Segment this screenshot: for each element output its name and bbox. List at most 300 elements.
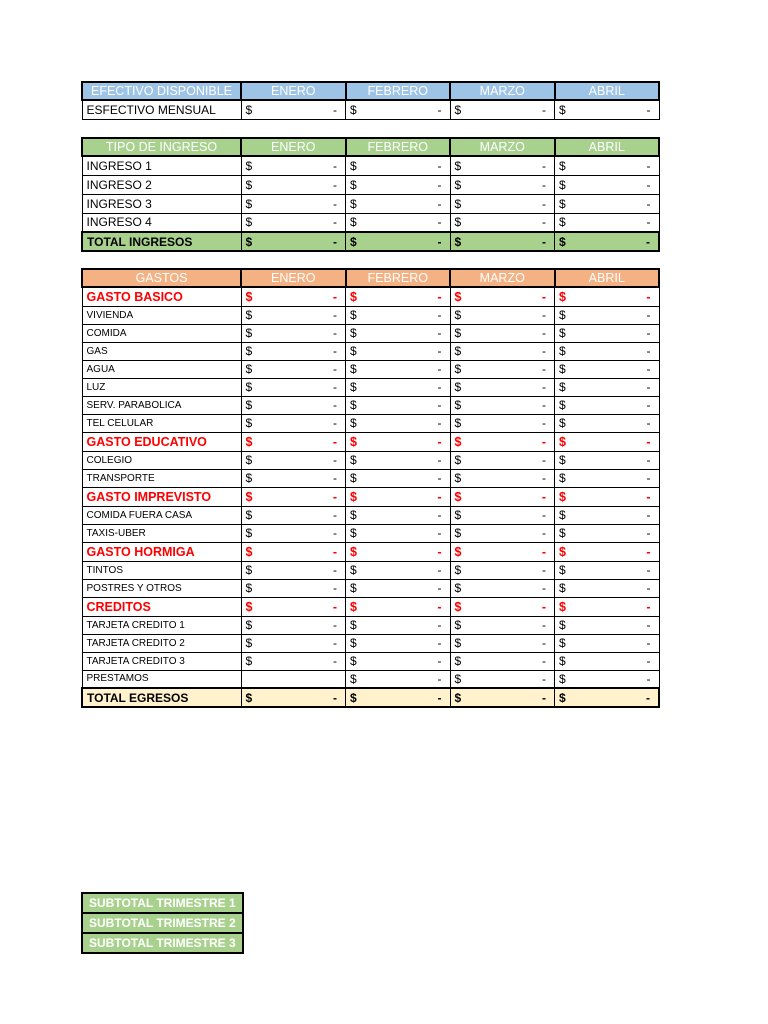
amount-cell[interactable]: [555, 597, 660, 616]
row-label[interactable]: TRANSPORTE: [82, 469, 241, 487]
amount-cell[interactable]: [241, 670, 346, 688]
amount-value: -: [333, 690, 337, 705]
amount-cell[interactable]: [555, 524, 660, 542]
currency-symbol: $: [350, 526, 357, 540]
row-label[interactable]: COMIDA: [82, 324, 241, 342]
amount-cell[interactable]: [346, 524, 451, 542]
amount-cell[interactable]: [555, 100, 660, 119]
amount-cell[interactable]: [450, 542, 555, 561]
month-header: MARZO: [450, 138, 555, 156]
currency-symbol: $: [245, 581, 253, 595]
currency-symbol: $: [245, 289, 253, 304]
row-label[interactable]: INGRESO 4: [82, 213, 241, 232]
month-header: FEBRERO: [346, 138, 451, 156]
month-header: FEBRERO: [346, 82, 451, 100]
amount-cell[interactable]: [555, 634, 660, 652]
row-label[interactable]: ESFECTIVO MENSUAL: [82, 100, 241, 119]
currency-symbol: $: [350, 158, 357, 173]
amount-cell[interactable]: [346, 432, 451, 451]
amount-cell[interactable]: [241, 378, 346, 396]
row-label[interactable]: TEL CELULAR: [82, 414, 241, 432]
amount-cell[interactable]: [450, 688, 555, 707]
amount-value: -: [437, 489, 442, 504]
amount-cell[interactable]: [241, 561, 346, 579]
currency-symbol: $: [350, 654, 357, 668]
amount-cell[interactable]: [241, 156, 346, 175]
amount-value: -: [437, 234, 442, 249]
amount-value: -: [646, 690, 650, 705]
amount-cell[interactable]: [450, 506, 555, 524]
currency-symbol: $: [454, 177, 462, 192]
currency-symbol: $: [245, 690, 253, 705]
amount-value: -: [542, 326, 546, 340]
amount-value: -: [437, 563, 442, 577]
amount-cell[interactable]: [346, 414, 451, 432]
table-row: [82, 100, 659, 119]
amount-cell[interactable]: [450, 561, 555, 579]
amount-cell[interactable]: [241, 688, 346, 707]
currency-symbol: $: [454, 690, 462, 705]
amount-value: -: [646, 196, 651, 211]
amount-cell[interactable]: [450, 306, 555, 324]
amount-value: -: [332, 489, 337, 504]
amount-cell[interactable]: [346, 597, 451, 616]
amount-value: -: [646, 326, 651, 340]
amount-value: -: [542, 398, 546, 412]
amount-cell[interactable]: [241, 634, 346, 652]
currency-symbol: $: [350, 599, 357, 614]
amount-cell[interactable]: [450, 634, 555, 652]
amount-value: -: [646, 158, 651, 173]
amount-cell[interactable]: [346, 342, 451, 360]
amount-cell[interactable]: [346, 469, 451, 487]
amount-cell[interactable]: [450, 487, 555, 506]
amount-cell[interactable]: [450, 579, 555, 597]
amount-cell[interactable]: [241, 616, 346, 634]
amount-cell[interactable]: [346, 579, 451, 597]
amount-value: -: [437, 618, 442, 632]
table-row: [82, 670, 659, 688]
amount-cell[interactable]: [241, 232, 346, 251]
amount-cell[interactable]: [555, 652, 660, 670]
amount-value: -: [437, 215, 442, 230]
subtotal-row: [82, 933, 243, 953]
amount-value: -: [542, 563, 546, 577]
row-label[interactable]: LUZ: [82, 378, 241, 396]
table-row: [82, 156, 659, 175]
amount-value: -: [646, 526, 651, 540]
amount-cell[interactable]: [555, 342, 660, 360]
currency-symbol: $: [245, 563, 253, 577]
amount-cell[interactable]: [241, 597, 346, 616]
currency-symbol: $: [559, 581, 566, 595]
amount-cell[interactable]: [241, 213, 346, 232]
amount-cell[interactable]: [450, 451, 555, 469]
amount-cell[interactable]: [450, 342, 555, 360]
amount-value: -: [542, 344, 546, 358]
amount-value: -: [333, 508, 337, 522]
amount-cell[interactable]: [346, 232, 451, 251]
table-row: [82, 451, 659, 469]
amount-value: -: [542, 158, 546, 173]
amount-cell[interactable]: [555, 414, 660, 432]
currency-symbol: $: [350, 326, 357, 340]
amount-value: -: [542, 177, 546, 192]
currency-symbol: $: [454, 563, 462, 577]
table-row: [82, 175, 659, 194]
amount-cell[interactable]: [241, 469, 346, 487]
amount-cell[interactable]: [555, 175, 660, 194]
amount-cell[interactable]: [241, 579, 346, 597]
amount-cell[interactable]: [241, 342, 346, 360]
amount-value: -: [332, 289, 337, 304]
amount-cell[interactable]: [241, 487, 346, 506]
row-label[interactable]: GAS: [82, 342, 241, 360]
amount-cell[interactable]: [346, 451, 451, 469]
amount-value: -: [333, 177, 337, 192]
currency-symbol: $: [245, 234, 253, 249]
amount-cell[interactable]: [555, 396, 660, 414]
amount-cell[interactable]: [555, 688, 660, 707]
currency-symbol: $: [559, 618, 566, 632]
currency-symbol: $: [454, 544, 462, 559]
currency-symbol: $: [559, 416, 566, 430]
amount-value: -: [437, 308, 442, 322]
amount-value: -: [541, 289, 546, 304]
month-header: ABRIL: [555, 269, 660, 287]
amount-cell[interactable]: [241, 396, 346, 414]
amount-cell[interactable]: [450, 469, 555, 487]
amount-value: -: [646, 471, 651, 485]
amount-value: -: [646, 544, 651, 559]
amount-cell[interactable]: [450, 396, 555, 414]
table-row: [82, 342, 659, 360]
currency-symbol: $: [454, 234, 462, 249]
amount-cell[interactable]: [346, 156, 451, 175]
currency-symbol: $: [454, 380, 462, 394]
currency-symbol: $: [454, 362, 462, 376]
amount-cell[interactable]: [555, 506, 660, 524]
row-label[interactable]: TINTOS: [82, 561, 241, 579]
month-header: ABRIL: [555, 82, 660, 100]
amount-value: -: [542, 453, 546, 467]
amount-cell[interactable]: [241, 506, 346, 524]
currency-symbol: $: [245, 196, 253, 211]
amount-cell[interactable]: [555, 306, 660, 324]
row-label[interactable]: GASTO EDUCATIVO: [82, 432, 241, 451]
row-label[interactable]: VIVIENDA: [82, 306, 241, 324]
row-label[interactable]: PRESTAMOS: [82, 670, 241, 688]
currency-symbol: $: [245, 599, 253, 614]
amount-value: -: [437, 380, 442, 394]
amount-cell[interactable]: [555, 542, 660, 561]
row-label[interactable]: TARJETA CREDITO 3: [82, 652, 241, 670]
table-row: [82, 524, 659, 542]
efectivo-header-row: [82, 82, 659, 100]
subtotal-label[interactable]: SUBTOTAL TRIMESTRE 3: [82, 933, 243, 953]
amount-cell[interactable]: [555, 194, 660, 213]
month-header: FEBRERO: [346, 269, 451, 287]
amount-value: -: [646, 434, 651, 449]
amount-value: -: [332, 434, 337, 449]
currency-symbol: $: [454, 158, 462, 173]
currency-symbol: $: [350, 636, 357, 650]
amount-value: -: [437, 453, 442, 467]
row-label[interactable]: INGRESO 3: [82, 194, 241, 213]
currency-symbol: $: [454, 289, 462, 304]
amount-value: -: [646, 563, 651, 577]
subtotal-label[interactable]: SUBTOTAL TRIMESTRE 2: [82, 913, 243, 933]
currency-symbol: $: [245, 636, 253, 650]
amount-value: -: [542, 308, 546, 322]
table-row: [82, 414, 659, 432]
amount-cell[interactable]: [241, 306, 346, 324]
amount-cell[interactable]: [241, 360, 346, 378]
currency-symbol: $: [559, 344, 566, 358]
amount-cell[interactable]: [346, 378, 451, 396]
amount-value: -: [333, 618, 337, 632]
amount-cell[interactable]: [346, 287, 451, 306]
currency-symbol: $: [350, 380, 357, 394]
amount-value: -: [437, 196, 442, 211]
amount-cell[interactable]: [555, 378, 660, 396]
table-row: [82, 506, 659, 524]
currency-symbol: $: [245, 489, 253, 504]
amount-cell[interactable]: [346, 616, 451, 634]
month-header: MARZO: [450, 269, 555, 287]
currency-symbol: $: [245, 362, 253, 376]
amount-cell[interactable]: [241, 652, 346, 670]
row-label[interactable]: SERV. PARABOLICA: [82, 396, 241, 414]
amount-cell[interactable]: [450, 670, 555, 688]
amount-cell[interactable]: [450, 378, 555, 396]
amount-value: -: [646, 362, 651, 376]
amount-cell[interactable]: [450, 156, 555, 175]
amount-cell[interactable]: [450, 213, 555, 232]
amount-value: -: [646, 380, 651, 394]
amount-value: -: [437, 671, 442, 686]
gastos-header: [82, 269, 659, 287]
amount-value: -: [333, 654, 337, 668]
amount-value: -: [542, 234, 546, 249]
amount-value: -: [437, 344, 442, 358]
amount-cell[interactable]: [241, 175, 346, 194]
amount-cell[interactable]: [450, 324, 555, 342]
amount-value: -: [542, 416, 546, 430]
amount-cell[interactable]: [555, 432, 660, 451]
amount-cell[interactable]: [555, 324, 660, 342]
currency-symbol: $: [350, 471, 357, 485]
amount-cell[interactable]: [555, 579, 660, 597]
amount-cell[interactable]: [241, 432, 346, 451]
amount-cell[interactable]: [241, 542, 346, 561]
amount-cell[interactable]: [450, 232, 555, 251]
subtotal-row: [82, 893, 243, 913]
amount-cell[interactable]: [450, 616, 555, 634]
amount-cell[interactable]: [450, 360, 555, 378]
currency-symbol: $: [245, 453, 253, 467]
amount-cell[interactable]: [346, 396, 451, 414]
amount-cell[interactable]: [555, 213, 660, 232]
amount-value: -: [333, 636, 337, 650]
amount-cell[interactable]: [450, 597, 555, 616]
amount-cell[interactable]: [346, 652, 451, 670]
amount-cell[interactable]: [346, 100, 451, 119]
amount-value: -: [333, 471, 337, 485]
currency-symbol: $: [559, 489, 566, 504]
amount-cell[interactable]: [450, 414, 555, 432]
amount-value: -: [646, 636, 651, 650]
amount-cell[interactable]: [450, 175, 555, 194]
amount-cell[interactable]: [346, 306, 451, 324]
amount-cell[interactable]: [346, 506, 451, 524]
amount-value: -: [437, 416, 442, 430]
amount-cell[interactable]: [555, 469, 660, 487]
month-header: ENERO: [241, 269, 346, 287]
currency-symbol: $: [245, 308, 253, 322]
table-row: [82, 469, 659, 487]
row-label[interactable]: INGRESO 1: [82, 156, 241, 175]
amount-value: -: [437, 581, 442, 595]
row-label[interactable]: GASTO IMPREVISTO: [82, 487, 241, 506]
row-label[interactable]: TOTAL INGRESOS: [82, 232, 241, 251]
amount-value: -: [542, 636, 546, 650]
amount-value: -: [542, 362, 546, 376]
currency-symbol: $: [559, 453, 566, 467]
amount-cell[interactable]: [346, 487, 451, 506]
amount-value: -: [646, 508, 651, 522]
row-label[interactable]: CREDITOS: [82, 597, 241, 616]
currency-symbol: $: [559, 308, 566, 322]
currency-symbol: $: [350, 581, 357, 595]
currency-symbol: $: [350, 215, 357, 230]
amount-cell[interactable]: [346, 175, 451, 194]
amount-cell[interactable]: [450, 432, 555, 451]
amount-cell[interactable]: [346, 670, 451, 688]
amount-cell[interactable]: [346, 634, 451, 652]
currency-symbol: $: [559, 434, 566, 449]
amount-value: -: [646, 416, 651, 430]
row-label[interactable]: TARJETA CREDITO 2: [82, 634, 241, 652]
currency-symbol: $: [350, 508, 357, 522]
amount-value: -: [542, 618, 546, 632]
amount-value: -: [333, 581, 337, 595]
row-label[interactable]: TAXIS-UBER: [82, 524, 241, 542]
amount-cell[interactable]: [241, 324, 346, 342]
currency-symbol: $: [350, 177, 357, 192]
amount-cell[interactable]: [555, 287, 660, 306]
row-label[interactable]: GASTO HORMIGA: [82, 542, 241, 561]
currency-symbol: $: [350, 196, 357, 211]
currency-symbol: $: [454, 326, 462, 340]
currency-symbol: $: [454, 215, 462, 230]
amount-cell[interactable]: [346, 688, 451, 707]
amount-value: -: [333, 158, 337, 173]
table-row: [82, 396, 659, 414]
row-label[interactable]: AGUA: [82, 360, 241, 378]
subtotal-label[interactable]: SUBTOTAL TRIMESTRE 1: [82, 893, 243, 913]
currency-symbol: $: [454, 599, 462, 614]
amount-cell[interactable]: [555, 360, 660, 378]
amount-cell[interactable]: [241, 194, 346, 213]
currency-symbol: $: [454, 434, 462, 449]
row-label[interactable]: COLEGIO: [82, 451, 241, 469]
amount-cell[interactable]: [346, 324, 451, 342]
amount-cell[interactable]: [555, 487, 660, 506]
subtotal-row: [82, 913, 243, 933]
ingresos-header-row: [82, 138, 659, 156]
efectivo-body: [82, 100, 659, 119]
amount-cell[interactable]: [555, 451, 660, 469]
amount-value: -: [542, 526, 546, 540]
currency-symbol: $: [454, 344, 462, 358]
amount-cell[interactable]: [555, 616, 660, 634]
currency-symbol: $: [559, 599, 566, 614]
amount-cell[interactable]: [346, 213, 451, 232]
subtotales-body: [82, 893, 243, 953]
currency-symbol: $: [350, 453, 357, 467]
amount-cell[interactable]: [555, 561, 660, 579]
currency-symbol: $: [350, 544, 357, 559]
gastos-table: [81, 268, 660, 708]
amount-value: -: [437, 326, 442, 340]
currency-symbol: $: [559, 158, 566, 173]
amount-cell[interactable]: [346, 561, 451, 579]
amount-cell[interactable]: [450, 100, 555, 119]
currency-symbol: $: [245, 215, 253, 230]
amount-cell[interactable]: [450, 287, 555, 306]
amount-cell[interactable]: [450, 524, 555, 542]
currency-symbol: $: [559, 508, 566, 522]
amount-cell[interactable]: [241, 524, 346, 542]
row-label[interactable]: TARJETA CREDITO 1: [82, 616, 241, 634]
amount-cell[interactable]: [450, 652, 555, 670]
amount-value: -: [437, 289, 442, 304]
row-label[interactable]: POSTRES Y OTROS: [82, 579, 241, 597]
amount-cell[interactable]: [346, 542, 451, 561]
currency-symbol: $: [454, 398, 462, 412]
row-label[interactable]: INGRESO 2: [82, 175, 241, 194]
currency-symbol: $: [559, 398, 566, 412]
amount-cell[interactable]: [241, 414, 346, 432]
gastos-body: [82, 287, 659, 707]
amount-value: -: [333, 344, 337, 358]
amount-cell[interactable]: [241, 287, 346, 306]
amount-value: -: [646, 398, 651, 412]
row-label[interactable]: COMIDA FUERA CASA: [82, 506, 241, 524]
row-label[interactable]: GASTO BASICO: [82, 287, 241, 306]
amount-cell[interactable]: [241, 451, 346, 469]
amount-cell[interactable]: [555, 670, 660, 688]
row-label[interactable]: TOTAL EGRESOS: [82, 688, 241, 707]
amount-value: -: [646, 654, 651, 668]
currency-symbol: $: [559, 654, 566, 668]
amount-value: -: [437, 471, 442, 485]
table-row: [82, 616, 659, 634]
amount-value: -: [542, 508, 546, 522]
amount-cell[interactable]: [555, 156, 660, 175]
amount-cell[interactable]: [346, 360, 451, 378]
amount-cell[interactable]: [346, 194, 451, 213]
table-row: [82, 378, 659, 396]
amount-cell[interactable]: [241, 100, 346, 119]
amount-cell[interactable]: [450, 194, 555, 213]
amount-cell[interactable]: [555, 232, 660, 251]
amount-value: -: [333, 308, 337, 322]
table-row: [82, 360, 659, 378]
amount-value: -: [437, 102, 442, 117]
category-row: [82, 287, 659, 306]
